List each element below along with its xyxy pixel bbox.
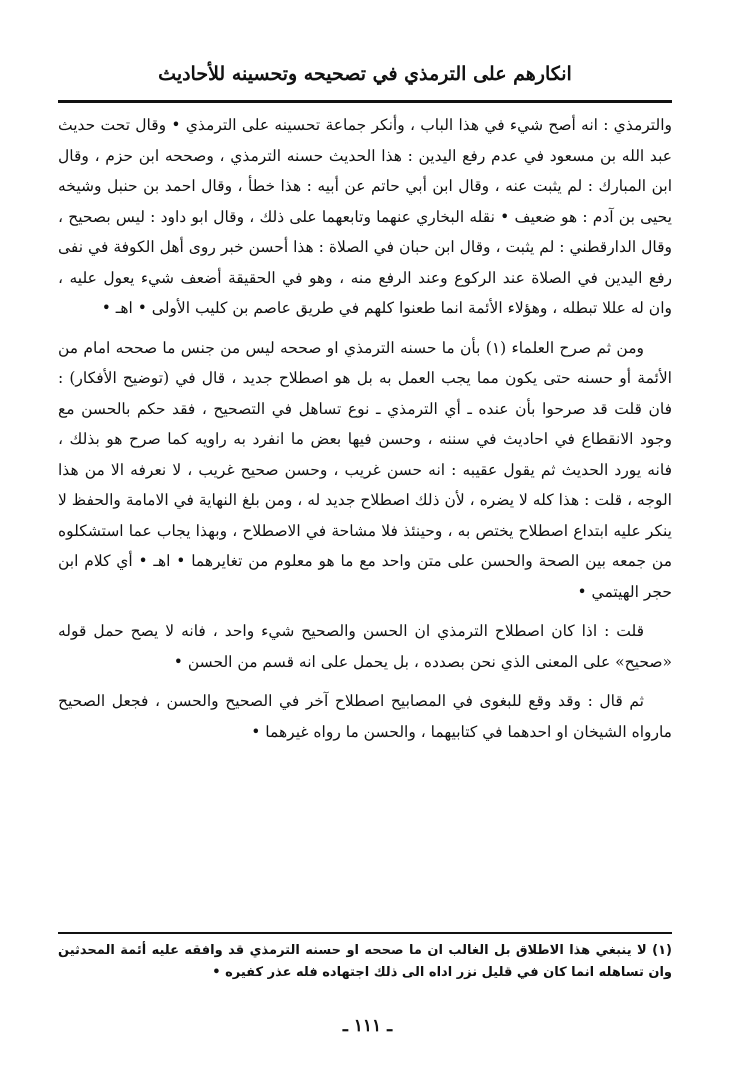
- main-text: [58, 110, 672, 756]
- page-number: ـ ١١١ ـ: [342, 1016, 393, 1036]
- paragraph-3: قلت : اذا كان اصطلاح الترمذي ان الحسن والصحيح شيء واحد ، فانه لا يصح حمل قوله «صحيح» على المعنى الذي نحن بصدده ، بل يحمل على انه قسم من الحسن •: [58, 622, 672, 671]
- running-header: انكارهم على الترمذي في تصحيحه وتحسينه للأحاديث: [158, 63, 572, 85]
- header-divider: [58, 100, 672, 103]
- paragraph-1: والترمذي : انه أصح شيء في هذا الباب ، وأنكر جماعة تحسينه على الترمذي • وقال تحت حديث عبد الله بن مسعود في عدم رفع اليدين : هذا الحديث حسنه الترمذي ، وصححه ابن حزم ، وقال ابن المبارك : لم يثبت عنه ، وقال ابن أبي حاتم عن أبيه : هذا خطأ ، وقال احمد بن حنبل وشيخه يحيى بن آدم : هو ضعيف • نقله البخاري عنهما وتابعهما على ذلك ، وقال ابو داود : ليس بصحيح ، وقال الدارقطني : لم يثبت ، وقال ابن حبان في الصلاة : هذا أحسن خبر روى أهل الكوفة في نفى رفع اليدين في الصلاة عند الركوع وعند الرفع منه ، وهو في الحقيقة أضعف شيء يعول عليه ، وان له عللا تبطله ، وهؤلاء الأئمة انما طعنوا كلهم في طريق عاصم بن كليب الأولى • اهـ •: [58, 116, 672, 317]
- paragraph-4: ثم قال : وقد وقع للبغوى في المصابيح اصطلاح آخر في الصحيح والحسن ، فجعل الصحيح مارواه الشيخان او احدهما في كتابيهما ، والحسن ما رواه غيرهما •: [58, 692, 672, 741]
- paragraph-2: ومن ثم صرح العلماء (١) بأن ما حسنه الترمذي او صححه ليس من جنس ما صححه امام من الأئمة أو حسنه حتى يكون مما يجب العمل به بل هو اصطلاح جديد ، قال في (توضيح الأفكار) : فان قلت قد صرحوا بأن عنده ـ أي الترمذي ـ نوع تساهل في التصحيح ، فقد حكم بالحسن مع وجود الانقطاع في احاديث في سننه ، وحسن فيها بعض ما انفرد به راويه كما صرح هو بذلك ، فانه يورد الحديث ثم يقول عقيبه : انه حسن غريب ، وحسن صحيح غريب ، لا نعرفه الا من هذا الوجه ، قلت : هذا كله لا يضره ، لأن ذلك اصطلاح جديد له ، ومن بلغ النهاية في الامامة والحفظ لا ينكر عليه ابتداع اصطلاح يختص به ، وحينئذ فلا مشاحة في الاصطلاح ، وبهذا يجاب عما استشكلوه من جمعه بين الصحة والحسن على متن واحد مع ما هو معلوم من تغايرهما • اهـ • أي كلام ابن حجر الهيتمي •: [58, 338, 672, 601]
- footnote: (١) لا ينبغي هذا الاطلاق بل الغالب ان ما صححه او حسنه الترمذي قد وافقه عليه أئمة المحدثين وان تساهله انما كان في قليل نزر اداه الى ذلك اجتهاده فله عذر كفيره •: [58, 943, 672, 980]
- footnote-divider: [58, 932, 672, 934]
